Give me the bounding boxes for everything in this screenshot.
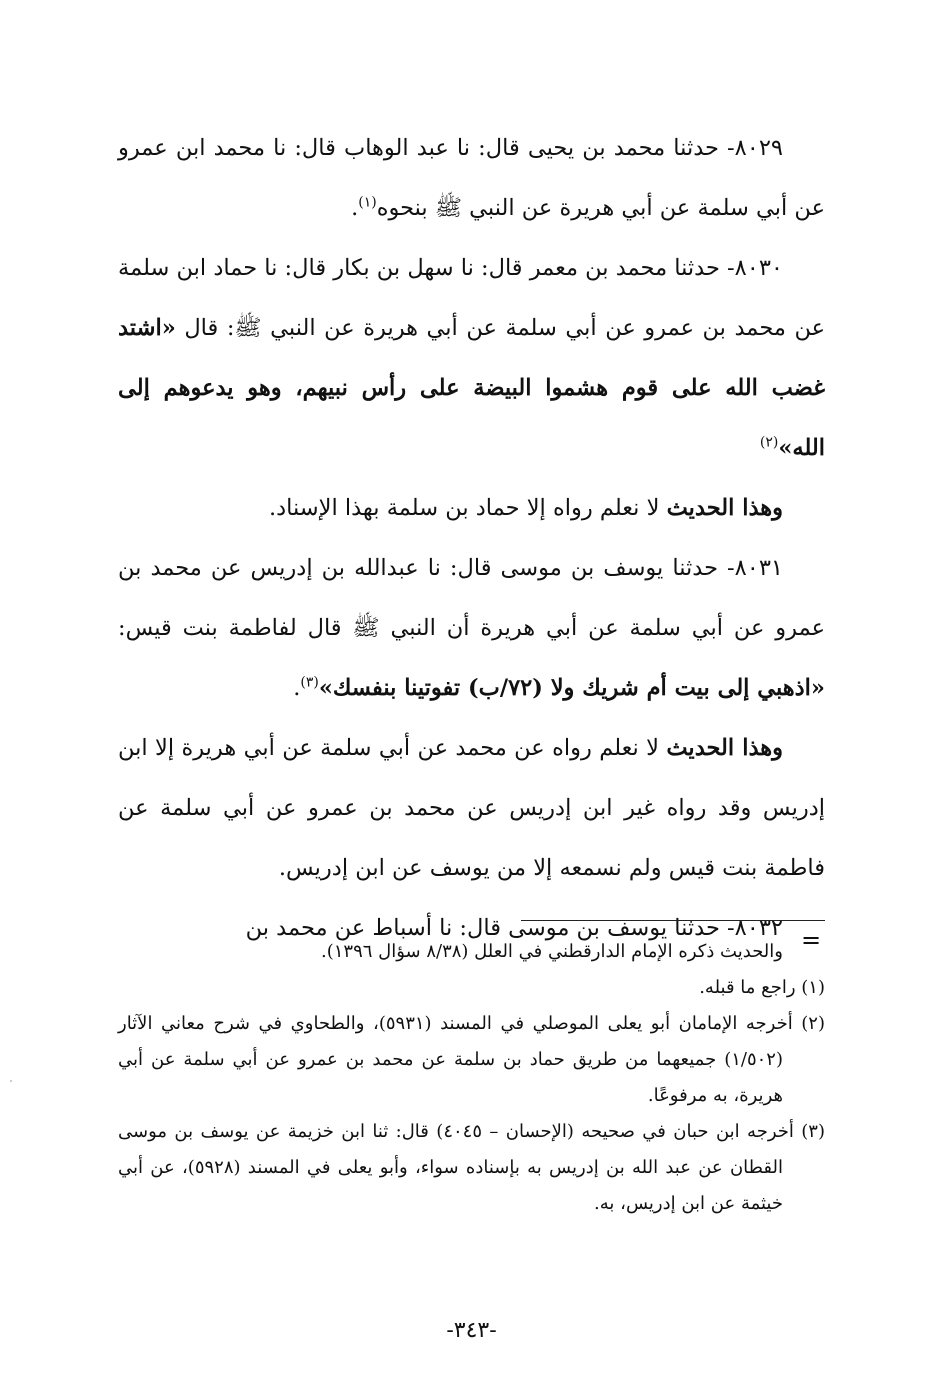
hadith-8031 [118,538,825,718]
footnote-3: (٣) أخرجه ابن حبان في صحيحه (الإحسان – ٤٠٤٥) قال: ثنا ابن خزيمة عن يوسف بن موسى القطان عن عبد الله بن إدريس به بإسناده سواء، وأبو يعلى في المسند (٥٩٢٨)، عن أبي خيثمة عن ابن إدريس، به. [118,1121,825,1214]
main-text [118,118,825,958]
comment-1-text: لا نعلم رواه إلا حماد بن سلمة بهذا الإسناد. [268,495,667,521]
comment-1 [118,478,825,538]
footnote-carry: والحديث ذكره الإمام الدارقطني في العلل (٨/٣٨ سؤال ١٣٩٦). [321,941,783,962]
hadith-8031-text: ٨٠٣١- حدثنا يوسف بن موسى قال: نا عبدالله بن إدريس عن محمد بن عمرو عن أبي سلمة عن أبي هريرة أن النبي ﷺ قال لفاطمة بنت قيس: [118,555,825,641]
comment-2-lead: وهذا الحديث [666,735,783,761]
hadith-8031-end: . [293,675,301,701]
hadith-8031-quote: «اذهبي إلى بيت أم شريك ولا (٧٢/ب) تفوتينا بنفسك» [318,675,825,701]
footnote-separator [521,920,825,921]
hadith-8029-text: ٨٠٢٩- حدثنا محمد بن يحيى قال: نا عبد الوهاب قال: نا محمد ابن عمرو عن أبي سلمة عن أبي هريرة عن النبي ﷺ بنحوه [118,135,825,221]
scan-mark [10,1080,12,1082]
hadith-8030-quote: «اشتد غضب الله على قوم هشموا البيضة على رأس نبيهم، وهو يدعوهم إلى الله» [118,315,825,461]
comment-1-lead: وهذا الحديث [666,495,783,521]
hadith-8029 [118,118,825,238]
footnote-ref-3[interactable]: (٣) [300,674,319,691]
footnote-ref-2[interactable]: (٢) [759,434,779,451]
comment-2 [118,718,825,898]
hadith-8032-text: ٨٠٣٢- حدثنا يوسف بن موسى قال: نا أسباط عن محمد بن [245,915,783,941]
footnote-1: (١) راجع ما قبله. [699,977,825,998]
hadith-8030 [118,238,825,478]
hadith-8030-text: ٨٠٣٠- حدثنا محمد بن معمر قال: نا سهل بن بكار قال: نا حماد ابن سلمة عن محمد بن عمرو عن أبي سلمة عن أبي هريرة عن النبي ﷺ: قال [118,255,825,341]
footnotes [118,934,825,1222]
comment-2-text: لا نعلم رواه عن محمد عن أبي سلمة عن أبي هريرة إلا ابن إدريس وقد رواه غير ابن إدريس عن محمد بن عمرو عن أبي سلمة عن فاطمة بنت قيس ولم نسمعه إلا من يوسف عن ابن إدريس. [118,735,825,881]
continuation-mark: = [801,926,822,954]
hadith-8029-end: . [351,195,359,221]
footnote-ref-1[interactable]: (١) [358,194,377,211]
page-number: -٣٤٣- [446,1318,497,1343]
footnote-2: (٢) أخرجه الإمامان أبو يعلى الموصلي في المسند (٥٩٣١)، والطحاوي في شرح معاني الآثار (١/٥٠٢) جميعهما من طريق حماد بن سلمة عن محمد بن عمرو عن أبي سلمة عن أبي هريرة، به مرفوعًا. [118,1013,825,1106]
